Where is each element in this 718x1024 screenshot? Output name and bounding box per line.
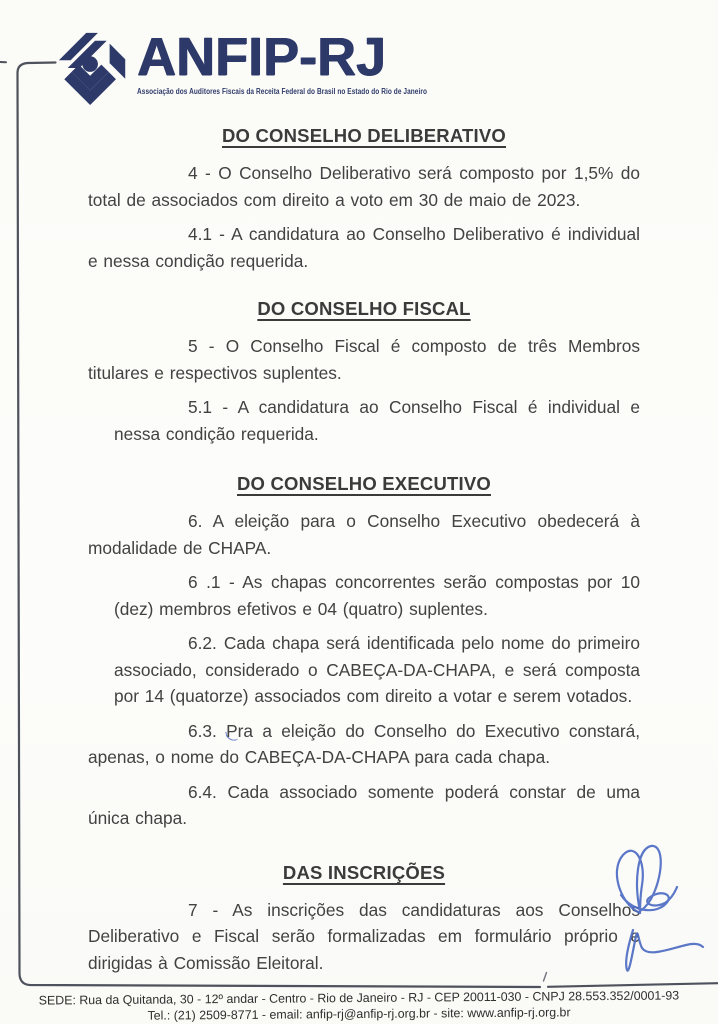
paragraph-4.1: 4.1 - A candidatura ao Conselho Deliberativo é individual e nessa condição requerida. <box>88 224 640 271</box>
paragraph-4: 4 - O Conselho Deliberativo será composto por 1,5% do total de associados com direito a voto em 30 de maio de 2023. <box>88 163 640 210</box>
document-body <box>88 125 640 976</box>
paragraph-6: 6. A eleição para o Conselho Executivo obedecerá à modalidade de CHAPA. <box>88 511 640 558</box>
section-heading: DO CONSELHO FISCAL <box>257 298 471 319</box>
paragraph-6.3: 6.3. Pra a eleição do Conselho do Executivo constará, apenas, o nome do CABEÇA-DA-CHAPA para cada chapa. <box>88 720 640 767</box>
paragraph-6.2: 6.2. Cada chapa será identificada pelo nome do primeiro associado, considerado o CABEÇA-DA-CHAPA, e será composta por 14 (quatorze) associados com direito a votar e serem votados. <box>114 633 640 706</box>
paragraph-5.1: 5.1 - A candidatura ao Conselho Fiscal é individual e nessa condição requerida. <box>114 397 640 444</box>
paragraph-6.4: 6.4. Cada associado somente poderá constar de uma única chapa. <box>88 781 640 828</box>
footer-address: SEDE: Rua da Quitanda, 30 - 12º andar - Centro - Rio de Janeiro - RJ - CEP 20011-030 - CNPJ 28.553.352/0001-93 <box>38 988 680 1008</box>
section-heading: DAS INSCRIÇÕES <box>282 861 446 883</box>
logo-text-block <box>137 28 495 96</box>
logo-acronym: ANFIP-RJ <box>137 27 387 87</box>
paragraph-7: 7 - As inscrições das candidaturas aos Conselhos Deliberativo e Fiscal serão formalizadas em formulário próprio e dirigidas à Comissão Eleitoral. <box>88 899 640 973</box>
section-heading: DO CONSELHO DELIBERATIVO <box>221 125 507 146</box>
footer <box>0 988 718 1024</box>
footer-contacts: Tel.: (21) 2509-8771 - email: anfip-rj@anfip-rj.org.br - site: www.anfip-rj.org.br <box>147 1005 571 1023</box>
paragraph-5: 5 - O Conselho Fiscal é composto de três Membros titulares e respectivos suplentes. <box>88 336 640 383</box>
paragraph-6.1: 6 .1 - As chapas concorrentes serão compostas por 10 (dez) membros efetivos e 04 (quatro) suplentes. <box>114 572 640 619</box>
pen-correction-mark: Pra <box>226 720 254 741</box>
anfip-logo-icon <box>56 28 134 108</box>
section-heading: DO CONSELHO EXECUTIVO <box>237 473 491 494</box>
letterhead <box>0 0 718 110</box>
logo-tagline: Associação dos Auditores Fiscais da Receita Federal do Brasil no Estado do Rio de Janeiro <box>137 87 428 96</box>
